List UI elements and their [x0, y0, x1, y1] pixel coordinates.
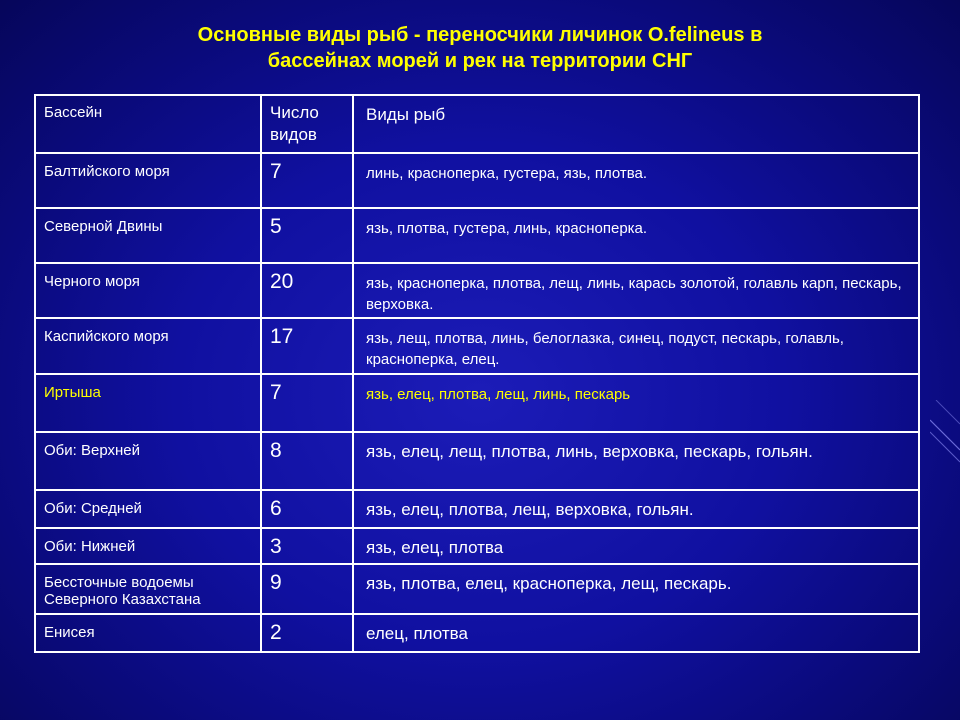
- basin-cell: Енисея: [35, 614, 261, 652]
- species-cell: язь, елец, плотва, лещ, линь, пескарь: [353, 374, 919, 432]
- species-cell: язь, елец, лещ, плотва, линь, верховка, пескарь, гольян.: [353, 432, 919, 490]
- count-cell: 5: [261, 208, 353, 263]
- species-cell: язь, лещ, плотва, линь, белоглазка, синец, подуст, пескарь, голавль, красноперка, елец.: [353, 318, 919, 374]
- count-cell: 8: [261, 432, 353, 490]
- basin-cell: Оби: Нижней: [35, 528, 261, 564]
- species-cell: язь, плотва, елец, красноперка, лещ, пескарь.: [353, 564, 919, 614]
- table-row: [35, 564, 919, 614]
- species-cell: язь, елец, плотва, лещ, верховка, гольян.: [353, 490, 919, 528]
- table-row: [35, 263, 919, 318]
- count-cell: 2: [261, 614, 353, 652]
- table-row: [35, 528, 919, 564]
- table-row: [35, 432, 919, 490]
- basin-cell: Оби: Верхней: [35, 432, 261, 490]
- table-header-row: [35, 95, 919, 153]
- table-row: [35, 490, 919, 528]
- basin-cell: Бессточные водоемы Северного Казахстана: [35, 564, 261, 614]
- header-count: Число видов: [261, 95, 353, 153]
- species-cell: линь, красноперка, густера, язь, плотва.: [353, 153, 919, 208]
- species-cell: язь, красноперка, плотва, лещ, линь, карась золотой, голавль карп, пескарь, верховка.: [353, 263, 919, 318]
- fish-species-table: [34, 94, 920, 653]
- table-row: [35, 318, 919, 374]
- decorative-lines: [930, 400, 960, 520]
- basin-cell: Черного моря: [35, 263, 261, 318]
- count-cell: 7: [261, 374, 353, 432]
- species-cell: язь, плотва, густера, линь, красноперка.: [353, 208, 919, 263]
- table-row: [35, 153, 919, 208]
- count-cell: 3: [261, 528, 353, 564]
- species-cell: елец, плотва: [353, 614, 919, 652]
- basin-cell: Каспийского моря: [35, 318, 261, 374]
- table-row: [35, 614, 919, 652]
- header-basin: Бассейн: [35, 95, 261, 153]
- table-row-highlighted: [35, 374, 919, 432]
- count-cell: 9: [261, 564, 353, 614]
- count-cell: 6: [261, 490, 353, 528]
- basin-cell: Северной Двины: [35, 208, 261, 263]
- basin-cell: Оби: Средней: [35, 490, 261, 528]
- count-cell: 20: [261, 263, 353, 318]
- header-species: Виды рыб: [353, 95, 919, 153]
- count-cell: 17: [261, 318, 353, 374]
- basin-cell: Балтийского моря: [35, 153, 261, 208]
- species-cell: язь, елец, плотва: [353, 528, 919, 564]
- slide-title-line-1: Основные виды рыб - переносчики личинок O.felineus в: [197, 24, 763, 46]
- slide-title-line-2: бассейнах морей и рек на территории СНГ: [267, 50, 693, 72]
- table-row: [35, 208, 919, 263]
- count-cell: 7: [261, 153, 353, 208]
- slide-title: [0, 22, 960, 74]
- basin-cell: Иртыша: [35, 374, 261, 432]
